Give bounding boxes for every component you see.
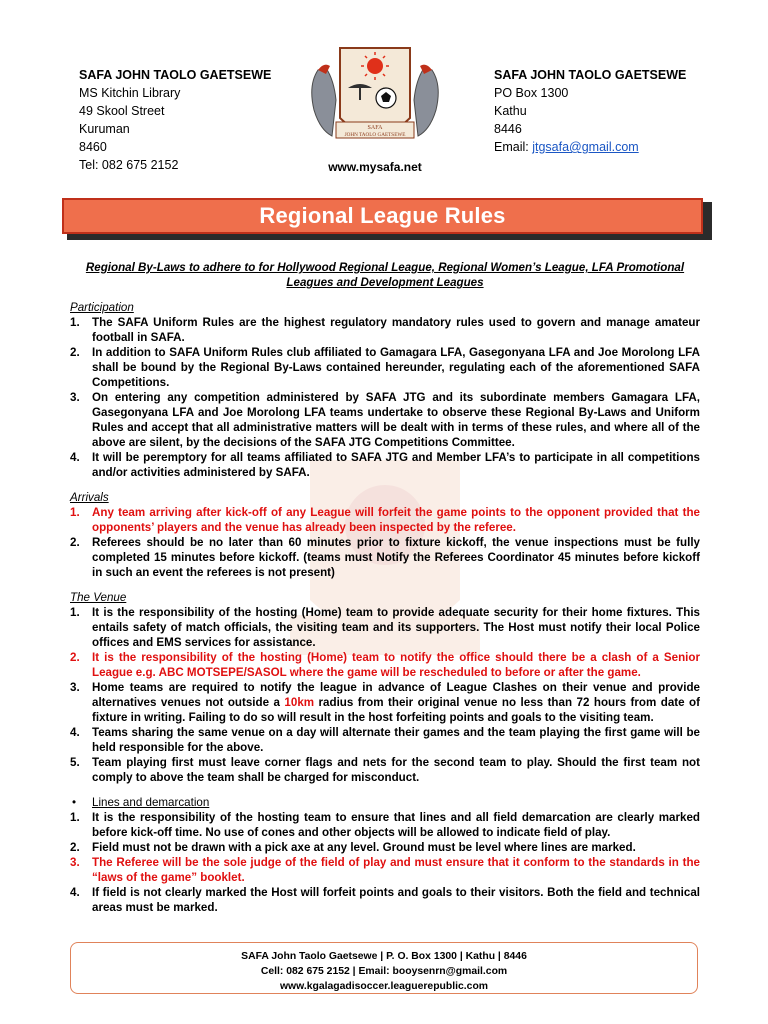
- footer-contact: Cell: 082 675 2152 | Email: booysenrn@gmail.com: [260, 966, 508, 977]
- address-right: [494, 66, 686, 156]
- lines-section: [70, 795, 700, 915]
- phone-line: Tel: 082 675 2152: [79, 158, 179, 172]
- title-banner: [62, 198, 703, 234]
- rules-content: [70, 260, 700, 925]
- list-item: 3. Home teams are required to notify the league in advance of League Clashes on their venue and provide alternatives venues not outside a 10km radius from their original venue no less than 72 hours from date of fixture in writing. Failing to do so will result in the host forfeiting points and goals to the visiting team.: [70, 681, 701, 724]
- list-item: 2. It is the responsibility of the hosting (Home) team to notify the office should there be a clash of a Senior League e.g. ABC MOTSEPE/SASOL where the game will be rescheduled to before or after the game.: [70, 651, 700, 679]
- participation-section: [70, 300, 700, 480]
- address-line: 49 Skool Street: [79, 104, 165, 118]
- list-item: 4. It will be peremptory for all teams affiliated to SAFA JTG and Member LFA’s to participate in all competitions and/or activities administered by SAFA.: [70, 451, 700, 479]
- distance-highlight: 10km: [284, 696, 315, 709]
- section-heading: The Venue: [70, 591, 127, 604]
- list-item: 3. The Referee will be the sole judge of the field of play and must ensure that it conform to the standards in the “laws of the game” booklet.: [70, 856, 700, 884]
- arrivals-section: [70, 490, 700, 580]
- list-item: 1. The SAFA Uniform Rules are the highest regulatory mandatory rules used to govern and manage amateur football in SAFA.: [70, 316, 700, 344]
- logo-text-bottom: JOHN TAOLO GAETSEWE: [344, 132, 406, 138]
- venue-section: [70, 590, 700, 785]
- list-item: 2. Field must not be drawn with a pick axe at any level. Ground must be level where lines are marked.: [70, 841, 636, 854]
- list-item: 2. In addition to SAFA Uniform Rules club affiliated to Gamagara LFA, Gasegonyana LFA and Joe Morolong LFA shall be bound by the Regional By-Laws contained hereunder, regulating each of the aforementioned SAFA Competitions.: [70, 346, 700, 389]
- list-item: 5. Team playing first must leave corner flags and nets for the second team to play. Should the first team not comply to above the team shall be charged for misconduct.: [70, 756, 700, 784]
- address-line: 8446: [494, 122, 522, 136]
- list-item: 3. On entering any competition administered by SAFA JTG and its subordinate members Gamagara LFA, Gasegonyana LFA and Joe Morolong LFA teams undertake to observe these Regional By-Laws and Uniform Rules and accept that all administrative matters will be dealt with in terms of these rules, and where all of the above are silent, by the decisions of the SAFA JTG Competitions Committee.: [70, 391, 700, 449]
- page-footer: [70, 942, 698, 994]
- org-name-left: SAFA JOHN TAOLO GAETSEWE: [79, 68, 272, 82]
- section-heading: Arrivals: [70, 491, 109, 504]
- address-line: PO Box 1300: [494, 86, 569, 100]
- website-url[interactable]: www.mysafa.net: [328, 160, 422, 174]
- email-link[interactable]: jtgsafa@gmail.com: [532, 140, 639, 154]
- list-item: 4. If field is not clearly marked the Host will forfeit points and goals to their visitors. Both the field and technical areas must be marked.: [70, 886, 700, 914]
- email-line: [494, 138, 686, 156]
- email-label: Email:: [494, 140, 533, 154]
- address-line: 8460: [79, 140, 107, 154]
- list-item: 1. It is the responsibility of the hosting team to ensure that lines and all field demarcation are clearly marked before kick-off time. No use of cones and other objects will be allowed to indicate field of play.: [70, 811, 700, 839]
- address-line: Kathu: [494, 104, 527, 118]
- footer-website[interactable]: www.kgalagadisoccer.leaguerepublic.com: [279, 981, 489, 992]
- address-line: MS Kitchin Library: [79, 86, 181, 100]
- address-left: [79, 66, 271, 174]
- section-heading: Participation: [70, 301, 134, 314]
- list-item: 2. Referees should be no later than 60 minutes prior to fixture kickoff, the venue inspections must be fully completed 15 minutes before kickoff. (teams must Notify the Referees Coordinator 45 minutes before kickoff in such an event the referees is not present): [70, 536, 700, 579]
- safa-logo: [300, 40, 450, 160]
- intro-text: Regional By-Laws to adhere to for Hollywood Regional League, Regional Women’s League, LFA Promotional Leagues and Development Leagues: [85, 261, 685, 289]
- org-name-right: SAFA JOHN TAOLO GAETSEWE: [494, 68, 687, 82]
- list-item: 4. Teams sharing the same venue on a day will alternate their games and the team playing the first game will be held responsible for the above.: [70, 726, 700, 754]
- list-item: 1. Any team arriving after kick-off of any League will forfeit the game points to the opponent provided that the opponents’ players and the venue has already been inspected by the referee.: [70, 506, 700, 534]
- logo-text-top: SAFA: [367, 125, 383, 131]
- list-item: 1. It is the responsibility of the hosting (Home) team to provide adequate security for their home fixtures. This entails safety of match officials, the visiting team and its supporters. The Host must notify their local Police offices and EMS services for assistance.: [70, 606, 700, 649]
- section-heading: • Lines and demarcation: [70, 795, 700, 810]
- address-line: Kuruman: [79, 122, 130, 136]
- page-title: Regional League Rules: [259, 203, 506, 228]
- footer-address: SAFA John Taolo Gaetsewe | P. O. Box 1300 | Kathu | 8446: [241, 951, 527, 962]
